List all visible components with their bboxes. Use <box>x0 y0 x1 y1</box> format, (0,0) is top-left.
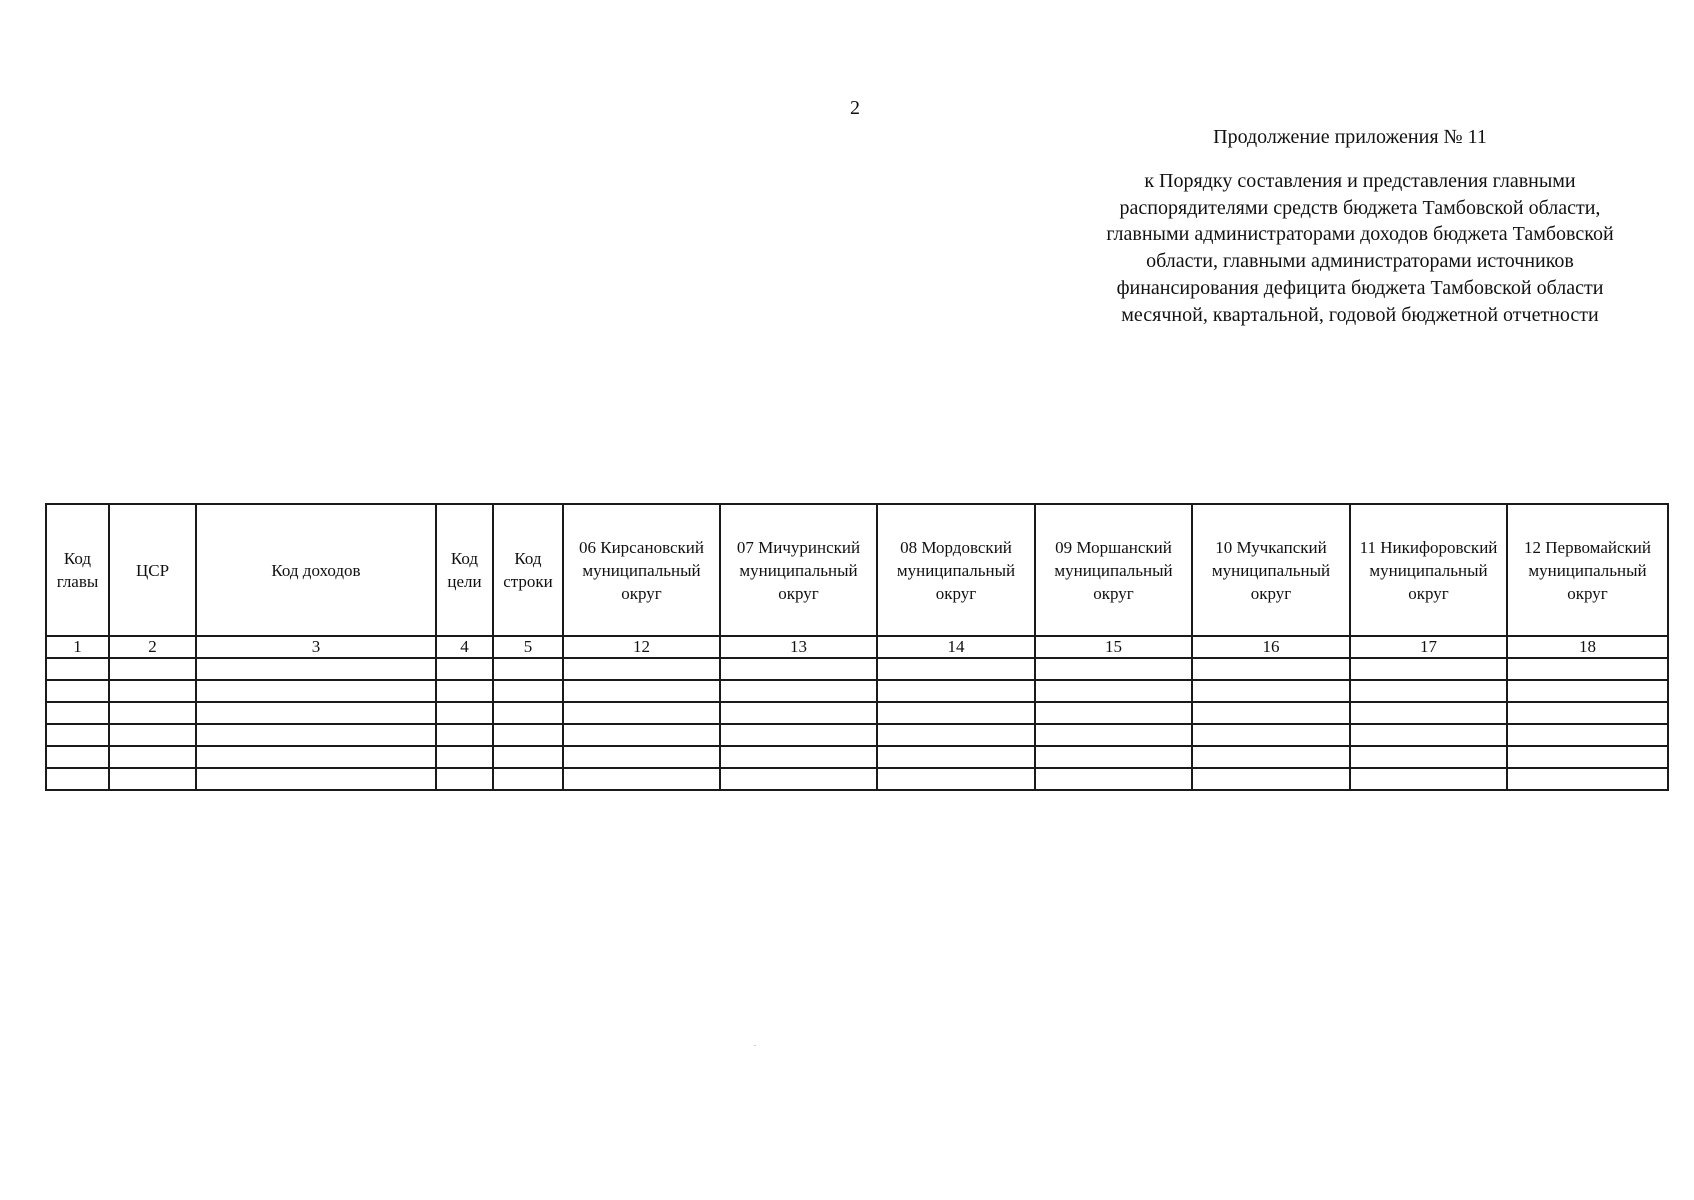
table-row <box>46 702 1668 724</box>
appendix-subtitle-line: области, главными администраторами источников <box>1146 250 1574 273</box>
table-cell <box>563 724 720 746</box>
table-cell <box>46 658 109 680</box>
column-header-nikiforovsky: 11 Никифоровский муниципальный округ <box>1350 504 1507 636</box>
table-cell <box>196 724 436 746</box>
table-cell <box>1192 768 1350 790</box>
table-cell <box>493 724 563 746</box>
table-cell <box>1035 702 1192 724</box>
column-number: 1 <box>46 636 109 658</box>
column-header-morshansky: 09 Моршанский муниципальный округ <box>1035 504 1192 636</box>
table-cell <box>563 680 720 702</box>
table-cell <box>1350 724 1507 746</box>
column-header-kod-celi: Код цели <box>436 504 493 636</box>
table-cell <box>1192 724 1350 746</box>
table-cell <box>1350 746 1507 768</box>
table-cell <box>877 658 1035 680</box>
appendix-subtitle-line: к Порядку составления и представления главными <box>1144 170 1576 192</box>
table-cell <box>109 702 196 724</box>
table-cell <box>877 746 1035 768</box>
table-cell <box>877 724 1035 746</box>
column-header-mordovsky: 08 Мордовский муниципальный округ <box>877 504 1035 636</box>
table-cell <box>493 702 563 724</box>
table-cell <box>1350 680 1507 702</box>
table-cell <box>1192 702 1350 724</box>
table-cell <box>720 746 877 768</box>
table-cell <box>436 724 493 746</box>
table-cell <box>493 768 563 790</box>
table-cell <box>1035 680 1192 702</box>
table-cell <box>46 702 109 724</box>
column-header-muchkapsky: 10 Мучкапский муниципальный округ <box>1192 504 1350 636</box>
table-cell <box>1350 702 1507 724</box>
table-cell <box>563 768 720 790</box>
column-number: 16 <box>1192 636 1350 658</box>
table-cell <box>720 658 877 680</box>
column-number: 5 <box>493 636 563 658</box>
table-cell <box>1507 768 1668 790</box>
table-cell <box>877 702 1035 724</box>
column-header-kod-dohodov: Код доходов <box>196 504 436 636</box>
column-header-michurinsky: 07 Мичуринский муниципальный округ <box>720 504 877 636</box>
table-cell <box>109 724 196 746</box>
appendix-title: Продолжение приложения № 11 <box>1213 126 1487 148</box>
appendix-subtitle <box>1040 168 1680 328</box>
column-number: 13 <box>720 636 877 658</box>
table-cell <box>1507 658 1668 680</box>
table-cell <box>720 724 877 746</box>
appendix-subtitle-line: месячной, квартальной, годовой бюджетной отчетности <box>1121 303 1599 326</box>
table-cell <box>46 680 109 702</box>
table-row <box>46 724 1668 746</box>
column-header-kirsanovsky: 06 Кирсановский муниципальный округ <box>563 504 720 636</box>
table-cell <box>1507 746 1668 768</box>
table-cell <box>1192 680 1350 702</box>
table-cell <box>436 680 493 702</box>
table-cell <box>877 768 1035 790</box>
table-cell <box>877 680 1035 702</box>
table-cell <box>720 768 877 790</box>
empty-rows-body <box>46 658 1668 790</box>
scan-speck <box>754 1045 756 1046</box>
table-cell <box>109 658 196 680</box>
table-cell <box>563 702 720 724</box>
table-cell <box>109 680 196 702</box>
table-cell <box>1035 658 1192 680</box>
table-row <box>46 658 1668 680</box>
report-table <box>45 503 1669 791</box>
column-number: 2 <box>109 636 196 658</box>
table-cell <box>109 768 196 790</box>
appendix-subtitle-line: распорядителями средств бюджета Тамбовской области, <box>1119 196 1601 219</box>
table-cell <box>196 702 436 724</box>
table-cell <box>1192 746 1350 768</box>
column-header-csr: ЦСР <box>109 504 196 636</box>
column-number: 14 <box>877 636 1035 658</box>
column-header-kod-stroki: Код строки <box>493 504 563 636</box>
column-number: 15 <box>1035 636 1192 658</box>
table-cell <box>1192 658 1350 680</box>
appendix-subtitle-line: главными администраторами доходов бюджета Тамбовской <box>1106 223 1614 246</box>
table-cell <box>720 680 877 702</box>
column-header-kod-glavy: Код главы <box>46 504 109 636</box>
table-cell <box>1507 702 1668 724</box>
table-cell <box>196 746 436 768</box>
table-cell <box>1507 724 1668 746</box>
table-cell <box>46 768 109 790</box>
table-cell <box>1507 680 1668 702</box>
table-cell <box>563 746 720 768</box>
table-row <box>46 768 1668 790</box>
column-number-row <box>46 636 1668 658</box>
table-cell <box>196 768 436 790</box>
table-cell <box>1350 658 1507 680</box>
table-row <box>46 680 1668 702</box>
column-number: 3 <box>196 636 436 658</box>
page-number: 2 <box>850 97 860 119</box>
table-cell <box>493 680 563 702</box>
table-cell <box>1035 746 1192 768</box>
column-header-pervomaisky: 12 Первомайский муниципальный округ <box>1507 504 1668 636</box>
column-number: 4 <box>436 636 493 658</box>
column-number: 17 <box>1350 636 1507 658</box>
table-cell <box>493 746 563 768</box>
table-header-row <box>46 504 1668 636</box>
table-cell <box>436 768 493 790</box>
table-row <box>46 746 1668 768</box>
column-number: 12 <box>563 636 720 658</box>
table-cell <box>196 658 436 680</box>
table-cell <box>1035 768 1192 790</box>
table-cell <box>493 658 563 680</box>
table-cell <box>1035 724 1192 746</box>
table-cell <box>46 746 109 768</box>
table-cell <box>436 658 493 680</box>
table-cell <box>720 702 877 724</box>
table-cell <box>563 658 720 680</box>
column-number: 18 <box>1507 636 1668 658</box>
appendix-subtitle-line: финансирования дефицита бюджета Тамбовской области <box>1116 276 1604 299</box>
table-cell <box>109 746 196 768</box>
table-cell <box>436 702 493 724</box>
table-cell <box>1350 768 1507 790</box>
table-cell <box>46 724 109 746</box>
table-cell <box>436 746 493 768</box>
table-cell <box>196 680 436 702</box>
